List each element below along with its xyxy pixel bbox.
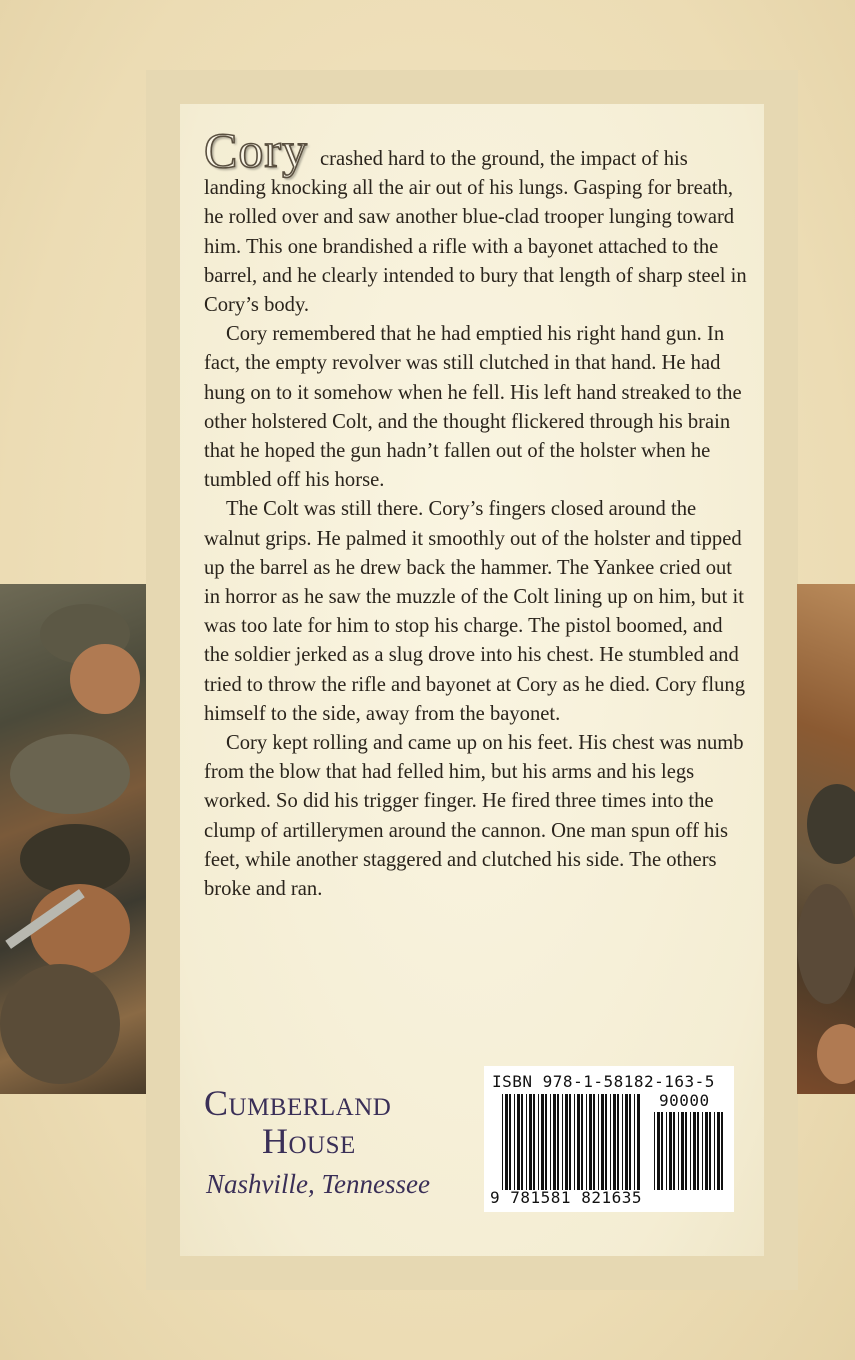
paragraph-4: Cory kept rolling and came up on his feet. His chest was numb from the blow that had felled him, but his arms and his legs worked. So did his trigger finger. He fired three times into the clump of artillerymen around the cannon. One man spun off his feet, while another staggered and clutched his side. The others broke and ran. (204, 732, 744, 901)
barcode-bars-main (502, 1094, 642, 1190)
isbn-number: ISBN 978-1-58182-163-5 (492, 1072, 715, 1091)
publisher-location: Nashville, Tennessee (206, 1169, 430, 1199)
painting-left-image (0, 584, 146, 1094)
publisher-name-line1: Cumberland (204, 1083, 392, 1123)
publisher-name-line2: House (262, 1121, 356, 1161)
barcode-digits: 9 781581 821635 (490, 1188, 642, 1207)
price-code: 90000 (659, 1091, 710, 1110)
publisher-logo (204, 1084, 430, 1204)
paragraph-3: The Colt was still there. Cory’s fingers closed around the walnut grips. He palmed it smoothly out of the holster and tipped up the barrel as he drew back the hammer. The Yankee cried out in horror as he saw the muzzle of the Colt lining up on him, but it was too late for him to stop his charge. The pistol boomed, and the soldier jerked as a slug drove into his chest. He stumbled and tried to throw the rifle and bayonet at Cory as he died. Cory flung himself to the side, away from the bayonet. (204, 498, 746, 725)
isbn-barcode (484, 1066, 734, 1212)
paragraph-1 (204, 122, 749, 320)
drop-cap: Cory (204, 122, 308, 178)
painting-right-image (797, 584, 855, 1094)
paragraph-1-text: crashed hard to the ground, the impact of his landing knocking all the air out of his lungs. Gasping for breath, he rolled over and saw another blue-clad trooper lunging toward him. This one brandished a rifle with a bayonet attached to the barrel, and he clearly intended to bury that length of sharp steel in Cory’s body. (204, 148, 747, 317)
excerpt-text (204, 122, 749, 904)
barcode-bars-addon (654, 1112, 724, 1190)
paragraph-2: Cory remembered that he had emptied his right hand gun. In fact, the empty revolver was still clutched in that hand. He had hung on to it somehow when he fell. His left hand streaked to the other holstered Colt, and the thought flickered through his brain that he hoped the gun hadn’t fallen out of the holster when he tumbled off his horse. (204, 323, 742, 492)
